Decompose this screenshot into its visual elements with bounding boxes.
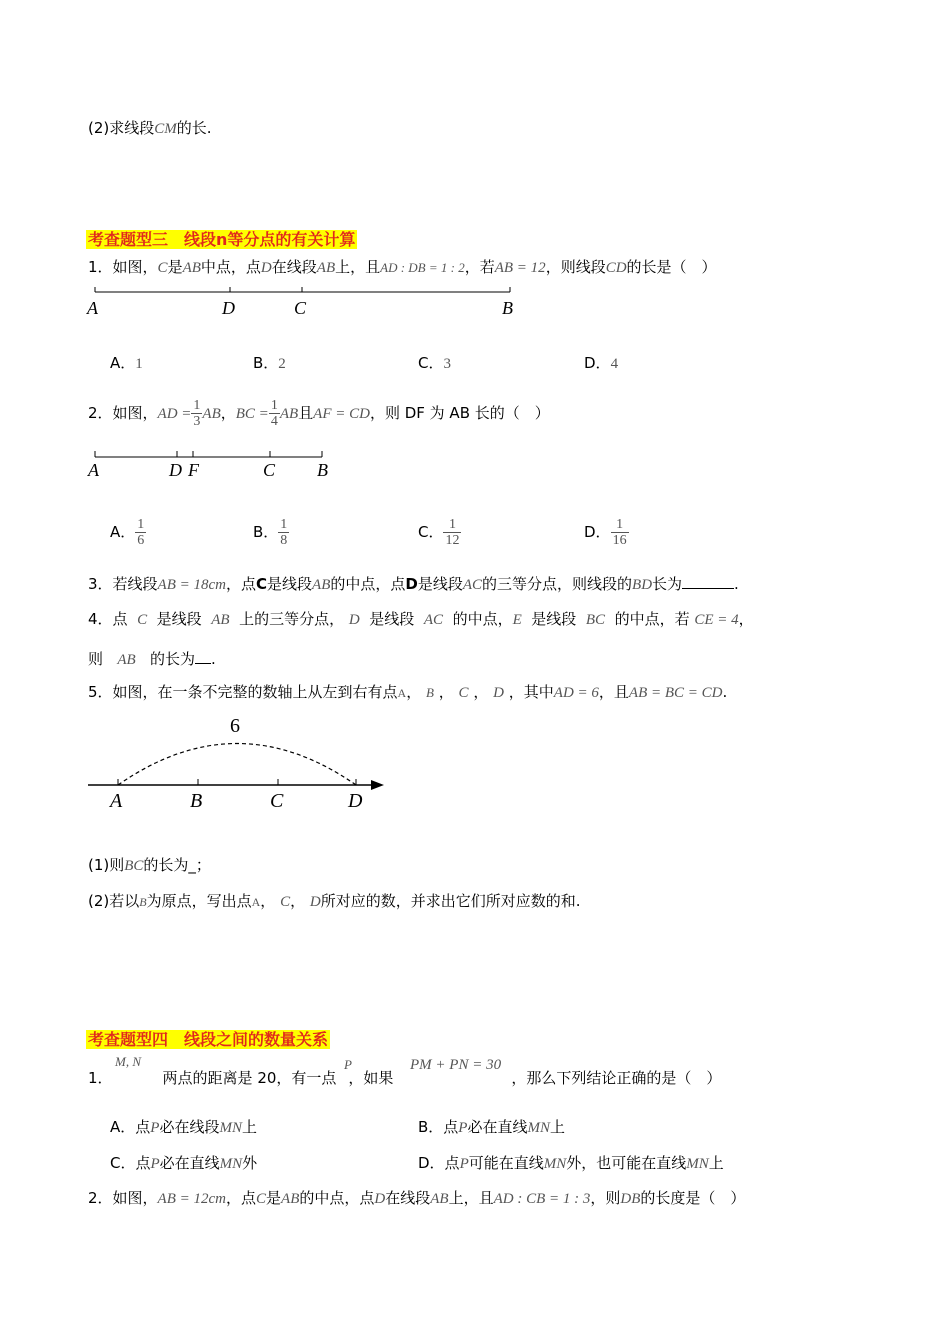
label-f: F — [188, 460, 199, 480]
label-b: B — [317, 460, 328, 480]
label-a: A — [87, 298, 98, 318]
s3-question-5: 5．如图，在一条不完整的数轴上从左到右有点A， B ， C ， D ，其中AD = 6，且AB = BC = CD. — [88, 683, 728, 701]
s3-question-3: 3．若线段AB = 18cm，点C是线段AB的中点，点D是线段AC的三等分点，则线段的BD长为 . — [88, 572, 739, 595]
question-part-2: (2)求线段CM的长. — [88, 119, 212, 137]
arc-label: 6 — [230, 715, 240, 737]
s4q1-point-p: P — [344, 1057, 352, 1072]
s3q1-option-c[interactable]: C．3 — [418, 354, 451, 372]
fraction-one-third: $\frac{1}{3}$ — [193, 398, 201, 429]
s3q5-number-line-figure — [80, 710, 400, 815]
label-a: A — [88, 460, 99, 480]
label-c: C — [270, 790, 284, 812]
label-b: B — [502, 298, 513, 318]
dashed-arc — [118, 744, 356, 786]
s3-question-1: 1．如图，C是AB中点，点D在线段AB上，且AD : DB = 1 : 2，若AB = 12，则线段CD的长是（ ） — [88, 258, 717, 276]
s3q1-option-d[interactable]: D．4 — [584, 354, 619, 372]
s4q1-condition: PM + PN = 30 — [410, 1057, 502, 1073]
s4q1-option-b[interactable]: B．点P必在直线MN上 — [418, 1118, 565, 1136]
label-c: C — [263, 460, 276, 480]
s3q2-option-a[interactable]: A． $\frac{1}{6}$ — [110, 517, 145, 548]
s4q1-option-d[interactable]: D．点P可能在直线MN外，也可能在直线MN上 — [418, 1154, 724, 1172]
s3q1-option-a[interactable]: A．1 — [110, 354, 143, 372]
s3q1-option-b[interactable]: B．2 — [253, 354, 286, 372]
label-a: A — [110, 790, 123, 812]
s3q5-sub-1: (1)则BC的长为_； — [88, 856, 211, 874]
s4q1-points-mn: M, N — [115, 1054, 141, 1069]
s3q2-option-d[interactable]: D． $\frac{1}{16}$ — [584, 517, 627, 548]
label-c: C — [294, 298, 307, 318]
answer-blank[interactable] — [195, 647, 211, 664]
fraction-one-quarter: $\frac{1}{4}$ — [270, 398, 278, 429]
s3q2-option-c[interactable]: C． $\frac{1}{12}$ — [418, 517, 460, 548]
s3-question-4-line2: 则 AB 的长为 . — [88, 647, 216, 670]
arrow-head — [371, 780, 384, 790]
label-d: D — [348, 790, 363, 812]
s3q5-sub-2: (2)若以B为原点，写出点A， C， D所对应的数，并求出它们所对应数的和. — [88, 892, 581, 910]
label-d: D — [222, 298, 235, 318]
section-heading-3: 考查题型三 线段n等分点的有关计算 — [88, 230, 356, 249]
s4q1-option-a[interactable]: A．点P必在线段MN上 — [110, 1118, 257, 1136]
s3-question-4: 4．点 C 是线段 AB 上的三等分点， D 是线段 AC 的中点，E 是线段 BC 的中点，若 CE = 4， — [88, 610, 754, 628]
s4q1-option-c[interactable]: C．点P必在直线MN外 — [110, 1154, 258, 1172]
label-b: B — [190, 790, 203, 812]
section-heading-4: 考查题型四 线段之间的数量关系 — [88, 1030, 329, 1049]
s4-question-1: 1． 两点的距离是 20，有一点 ，如果 ，那么下列结论正确的是（ ） — [88, 1069, 722, 1087]
s3-question-2: 2．如图，AD = $\frac{1}{3}$ AB，BC = $\frac{1}{4}$ AB且AF = CD，则 DF 为 AB 长的（ ） — [88, 398, 550, 429]
s3q2-segment-figure — [80, 445, 350, 483]
s3q2-option-b[interactable]: B． $\frac{1}{8}$ — [253, 517, 288, 548]
s3q1-segment-figure — [80, 282, 530, 322]
label-d: D — [169, 460, 182, 480]
s4-question-2: 2．如图，AB = 12cm，点C是AB的中点，点D在线段AB上，且AD : CB = 1 : 3，则DB的长度是（ ） — [88, 1189, 746, 1207]
answer-blank[interactable] — [682, 572, 734, 589]
